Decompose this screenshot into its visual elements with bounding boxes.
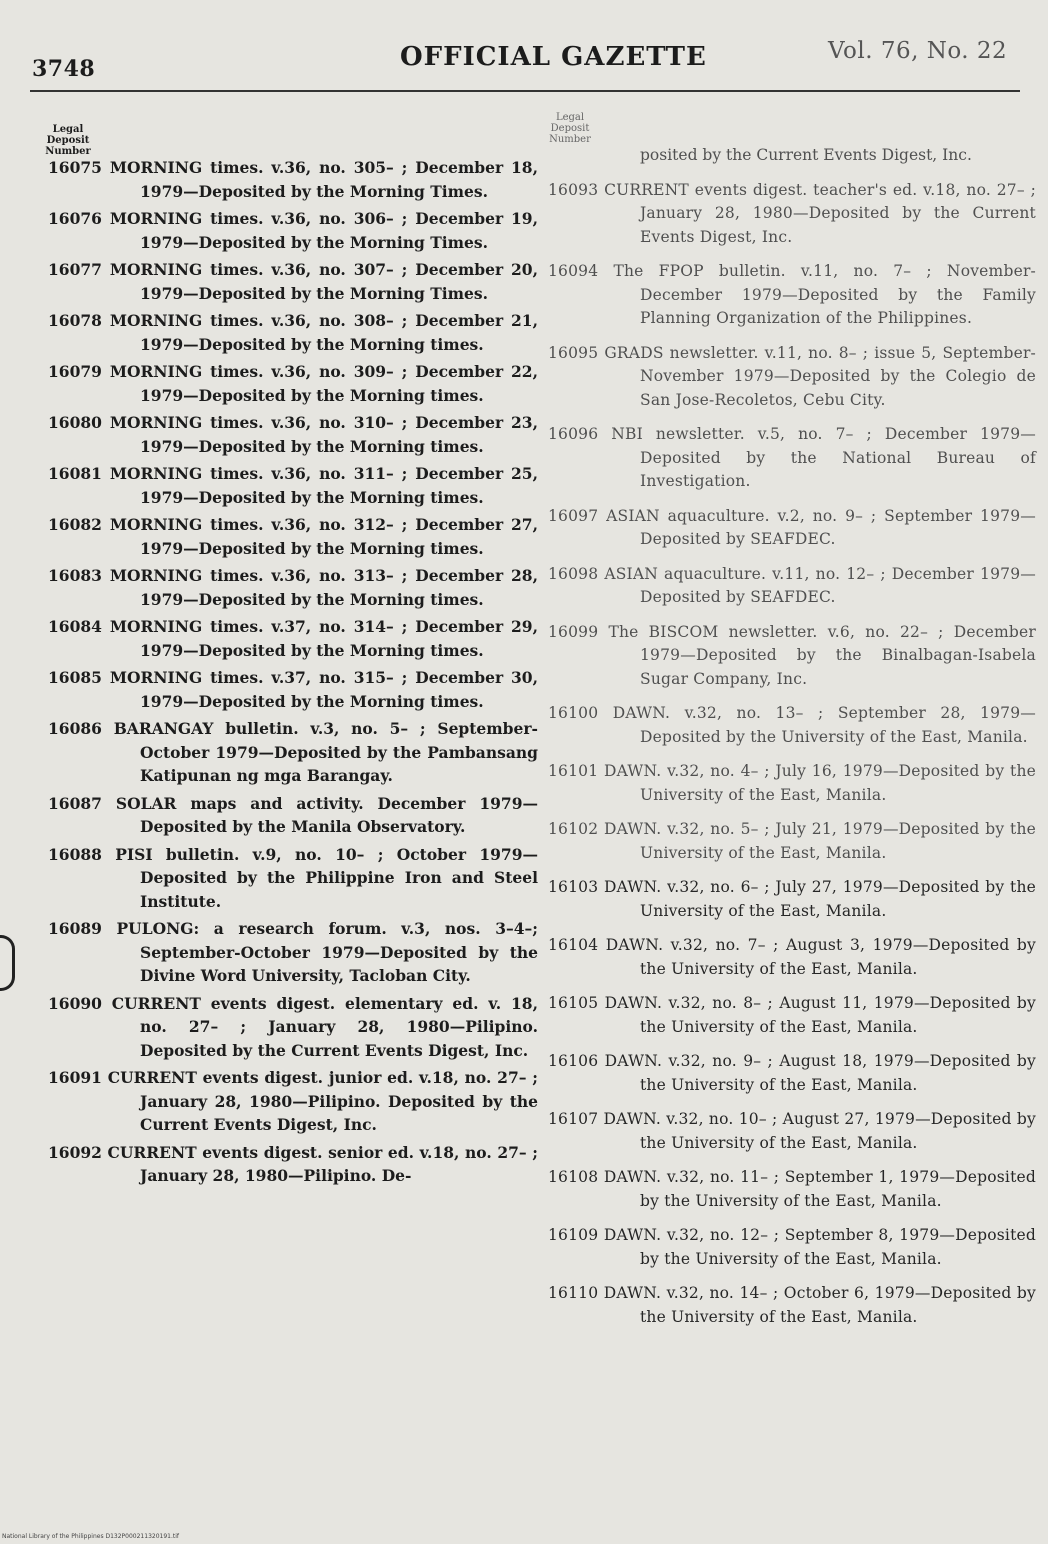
deposit-entry [548, 818, 1036, 865]
deposit-entry [48, 513, 538, 560]
deposit-entry [48, 258, 538, 305]
deposit-entry [48, 917, 538, 988]
deposit-number: 16075 [48, 158, 102, 177]
deposit-number: 16102 [548, 820, 599, 838]
deposit-description: DAWN. v.32, no. 7– ; August 3, 1979—Deposited by the University of the East, Manila. [605, 936, 1036, 978]
deposit-number: 16109 [548, 1226, 599, 1244]
deposit-number: 16076 [48, 209, 102, 228]
deposit-entry [48, 411, 538, 458]
deposit-number: 16093 [548, 180, 599, 199]
deposit-description: The BISCOM newsletter. v.6, no. 22– ; December 1979—Deposited by the Binalbagan-Isabela Sugar Company, Inc. [608, 622, 1036, 688]
deposit-description: SOLAR maps and activity. December 1979—Deposited by the Manila Observatory. [115, 793, 538, 836]
deposit-number: 16106 [548, 1052, 599, 1070]
deposit-entry [548, 179, 1036, 250]
deposit-description: DAWN. v.32, no. 9– ; August 18, 1979—Deposited by the University of the East, Manila. [604, 1052, 1036, 1094]
deposit-number: 16097 [548, 506, 599, 525]
deposit-entry [48, 1141, 538, 1188]
deposit-entry [48, 792, 538, 839]
deposit-description: MORNING times. v.36, no. 313– ; December 28, 1979—Deposited by the Morning times. [109, 566, 538, 609]
deposit-entry [548, 1050, 1036, 1097]
deposit-entry [548, 260, 1036, 331]
deposit-number: 16099 [548, 622, 599, 641]
left-column [48, 156, 538, 1192]
deposit-entry [548, 505, 1036, 552]
volume-label: Vol. 76, No. 22 [828, 38, 1008, 64]
right-entries [548, 179, 1036, 1330]
deposit-number: 16092 [48, 1142, 102, 1162]
deposit-number: 16098 [548, 564, 599, 583]
deposit-description: MORNING times. v.36, no. 311– ; December 25, 1979—Deposited by the Morning times. [109, 464, 538, 507]
column-label-left: Legal Deposit Number [45, 124, 91, 157]
deposit-entry [48, 462, 538, 509]
deposit-number: 16104 [548, 936, 599, 954]
deposit-number: 16088 [48, 844, 102, 864]
deposit-description: MORNING times. v.37, no. 314– ; December 29, 1979—Deposited by the Morning times. [109, 617, 538, 660]
deposit-number: 16096 [548, 425, 599, 443]
deposit-description: DAWN. v.32, no. 10– ; August 27, 1979—Deposited by the University of the East, Manila. [603, 1110, 1036, 1152]
deposit-entry [548, 760, 1036, 807]
deposit-description: NBI newsletter. v.5, no. 7– ; December 1979—Deposited by the National Bureau of Investigation. [611, 425, 1036, 490]
deposit-description: DAWN. v.32, no. 5– ; July 21, 1979—Deposited by the University of the East, Manila. [604, 820, 1036, 862]
deposit-entry [548, 1166, 1036, 1213]
deposit-description: MORNING times. v.36, no. 306– ; December 19, 1979—Deposited by the Morning Times. [109, 209, 538, 252]
deposit-number: 16085 [48, 668, 102, 687]
punch-hole-mark [0, 935, 15, 991]
deposit-description: MORNING times. v.36, no. 307– ; December 20, 1979—Deposited by the Morning Times. [109, 260, 538, 303]
deposit-number: 16079 [48, 362, 102, 381]
deposit-number: 16089 [48, 919, 102, 938]
deposit-number: 16105 [548, 994, 599, 1012]
deposit-number: 16108 [548, 1168, 599, 1186]
deposit-description: MORNING times. v.36, no. 312– ; December 27, 1979—Deposited by the Morning times. [109, 515, 538, 558]
deposit-number: 16110 [548, 1284, 599, 1302]
deposit-description: DAWN. v.32, no. 4– ; July 16, 1979—Deposited by the University of the East, Manila. [604, 762, 1036, 804]
deposit-number: 16077 [48, 260, 102, 279]
deposit-description: DAWN. v.32, no. 12– ; September 8, 1979—Deposited by the University of the East, Manila. [603, 1226, 1036, 1268]
deposit-description: MORNING times. v.36, no. 305– ; December 18, 1979—Deposited by the Morning Times. [109, 158, 538, 201]
deposit-number: 16103 [548, 878, 599, 896]
deposit-number: 16101 [548, 762, 599, 780]
deposit-entry [48, 843, 538, 914]
deposit-number: 16082 [48, 515, 102, 534]
deposit-entry [48, 615, 538, 662]
deposit-entry [48, 717, 538, 788]
deposit-description: MORNING times. v.37, no. 315– ; December 30, 1979—Deposited by the Morning times. [109, 668, 538, 711]
deposit-entry [548, 423, 1036, 494]
deposit-entry [548, 992, 1036, 1039]
deposit-description: PULONG: a research forum. v.3, nos. 3–4–; September-October 1979—Deposited by the Divine Word University, Tacloban City. [116, 919, 538, 985]
deposit-entry [548, 876, 1036, 923]
deposit-entry [48, 1066, 538, 1137]
deposit-description: CURRENT events digest. teacher's ed. v.18, no. 27– ; January 28, 1980—Deposited by the Current Events Digest, Inc. [604, 180, 1036, 246]
deposit-entry [48, 564, 538, 611]
header-rule [30, 90, 1020, 92]
deposit-entry [48, 309, 538, 356]
deposit-description: ASIAN aquaculture. v.2, no. 9– ; September 1979—Deposited by SEAFDEC. [606, 506, 1036, 548]
deposit-entry [548, 621, 1036, 692]
deposit-number: 16091 [48, 1068, 102, 1087]
deposit-description: MORNING times. v.36, no. 310– ; December 23, 1979—Deposited by the Morning times. [109, 413, 538, 456]
deposit-entry [548, 702, 1036, 749]
deposit-entry [48, 207, 538, 254]
deposit-description: GRADS newsletter. v.11, no. 8– ; issue 5, September-November 1979—Deposited by the Colegio de San Jose-Recoletos, Cebu City. [604, 343, 1036, 409]
deposit-number: 16083 [48, 566, 102, 585]
deposit-number: 16090 [48, 993, 102, 1013]
deposit-entry [48, 992, 538, 1063]
deposit-entry [548, 342, 1036, 413]
deposit-entry [548, 934, 1036, 981]
deposit-number: 16078 [48, 311, 102, 330]
column-label-right: Legal Deposit Number [549, 112, 591, 145]
deposit-description: DAWN. v.32, no. 11– ; September 1, 1979—Deposited by the University of the East, Manila. [603, 1168, 1036, 1210]
page-number: 3748 [32, 56, 96, 82]
deposit-entry [48, 156, 538, 203]
deposit-description: DAWN. v.32, no. 14– ; October 6, 1979—Deposited by the University of the East, Manila. [603, 1284, 1036, 1326]
right-column [548, 144, 1036, 1340]
deposit-description: MORNING times. v.36, no. 309– ; December 22, 1979—Deposited by the Morning times. [109, 362, 538, 405]
page-title: OFFICIAL GAZETTE [400, 42, 707, 72]
deposit-number: 16087 [48, 793, 102, 813]
deposit-number: 16080 [48, 413, 102, 432]
deposit-description: DAWN. v.32, no. 8– ; August 11, 1979—Deposited by the University of the East, Manila. [604, 994, 1036, 1036]
continuation-text: posited by the Current Events Digest, Inc. [640, 146, 972, 164]
deposit-description: DAWN. v.32, no. 6– ; July 27, 1979—Deposited by the University of the East, Manila. [604, 878, 1036, 920]
deposit-description: CURRENT events digest. elementary ed. v. 18, no. 27– ; January 28, 1980—Pilipino. Deposited by the Current Events Digest, Inc. [111, 993, 538, 1060]
deposit-number: 16086 [48, 719, 102, 738]
deposit-description: CURRENT events digest. senior ed. v.18, no. 27– ; January 28, 1980—Pilipino. De- [107, 1142, 538, 1185]
deposit-number: 16095 [548, 343, 599, 362]
deposit-entry [548, 1108, 1036, 1155]
deposit-description: BARANGAY bulletin. v.3, no. 5– ; September-October 1979—Deposited by the Pambansang Katipunan ng mga Barangay. [113, 719, 538, 785]
deposit-entry [48, 360, 538, 407]
deposit-description: DAWN. v.32, no. 13– ; September 28, 1979—Deposited by the University of the East, Manila. [612, 704, 1036, 746]
deposit-entry [548, 563, 1036, 610]
deposit-description: The FPOP bulletin. v.11, no. 7– ; November-December 1979—Deposited by the Family Planning Organization of the Philippines. [613, 262, 1036, 327]
scan-footer: National Library of the Philippines D132P000211320191.tif [2, 1533, 180, 1540]
deposit-number: 16084 [48, 617, 102, 636]
deposit-number: 16107 [548, 1110, 599, 1128]
deposit-entry [48, 666, 538, 713]
deposit-number: 16081 [48, 464, 102, 483]
deposit-entry [548, 1224, 1036, 1271]
deposit-description: MORNING times. v.36, no. 308– ; December 21, 1979—Deposited by the Morning times. [109, 311, 538, 354]
deposit-description: ASIAN aquaculture. v.11, no. 12– ; December 1979—Deposited by SEAFDEC. [604, 564, 1036, 606]
deposit-description: PISI bulletin. v.9, no. 10– ; October 1979—Deposited by the Philippine Iron and Steel Institute. [115, 844, 538, 911]
deposit-number: 16094 [548, 262, 599, 280]
deposit-description: CURRENT events digest. junior ed. v.18, no. 27– ; January 28, 1980—Pilipino. Deposited by the Current Events Digest, Inc. [107, 1068, 538, 1134]
deposit-number: 16100 [548, 704, 599, 722]
deposit-entry [548, 1282, 1036, 1329]
